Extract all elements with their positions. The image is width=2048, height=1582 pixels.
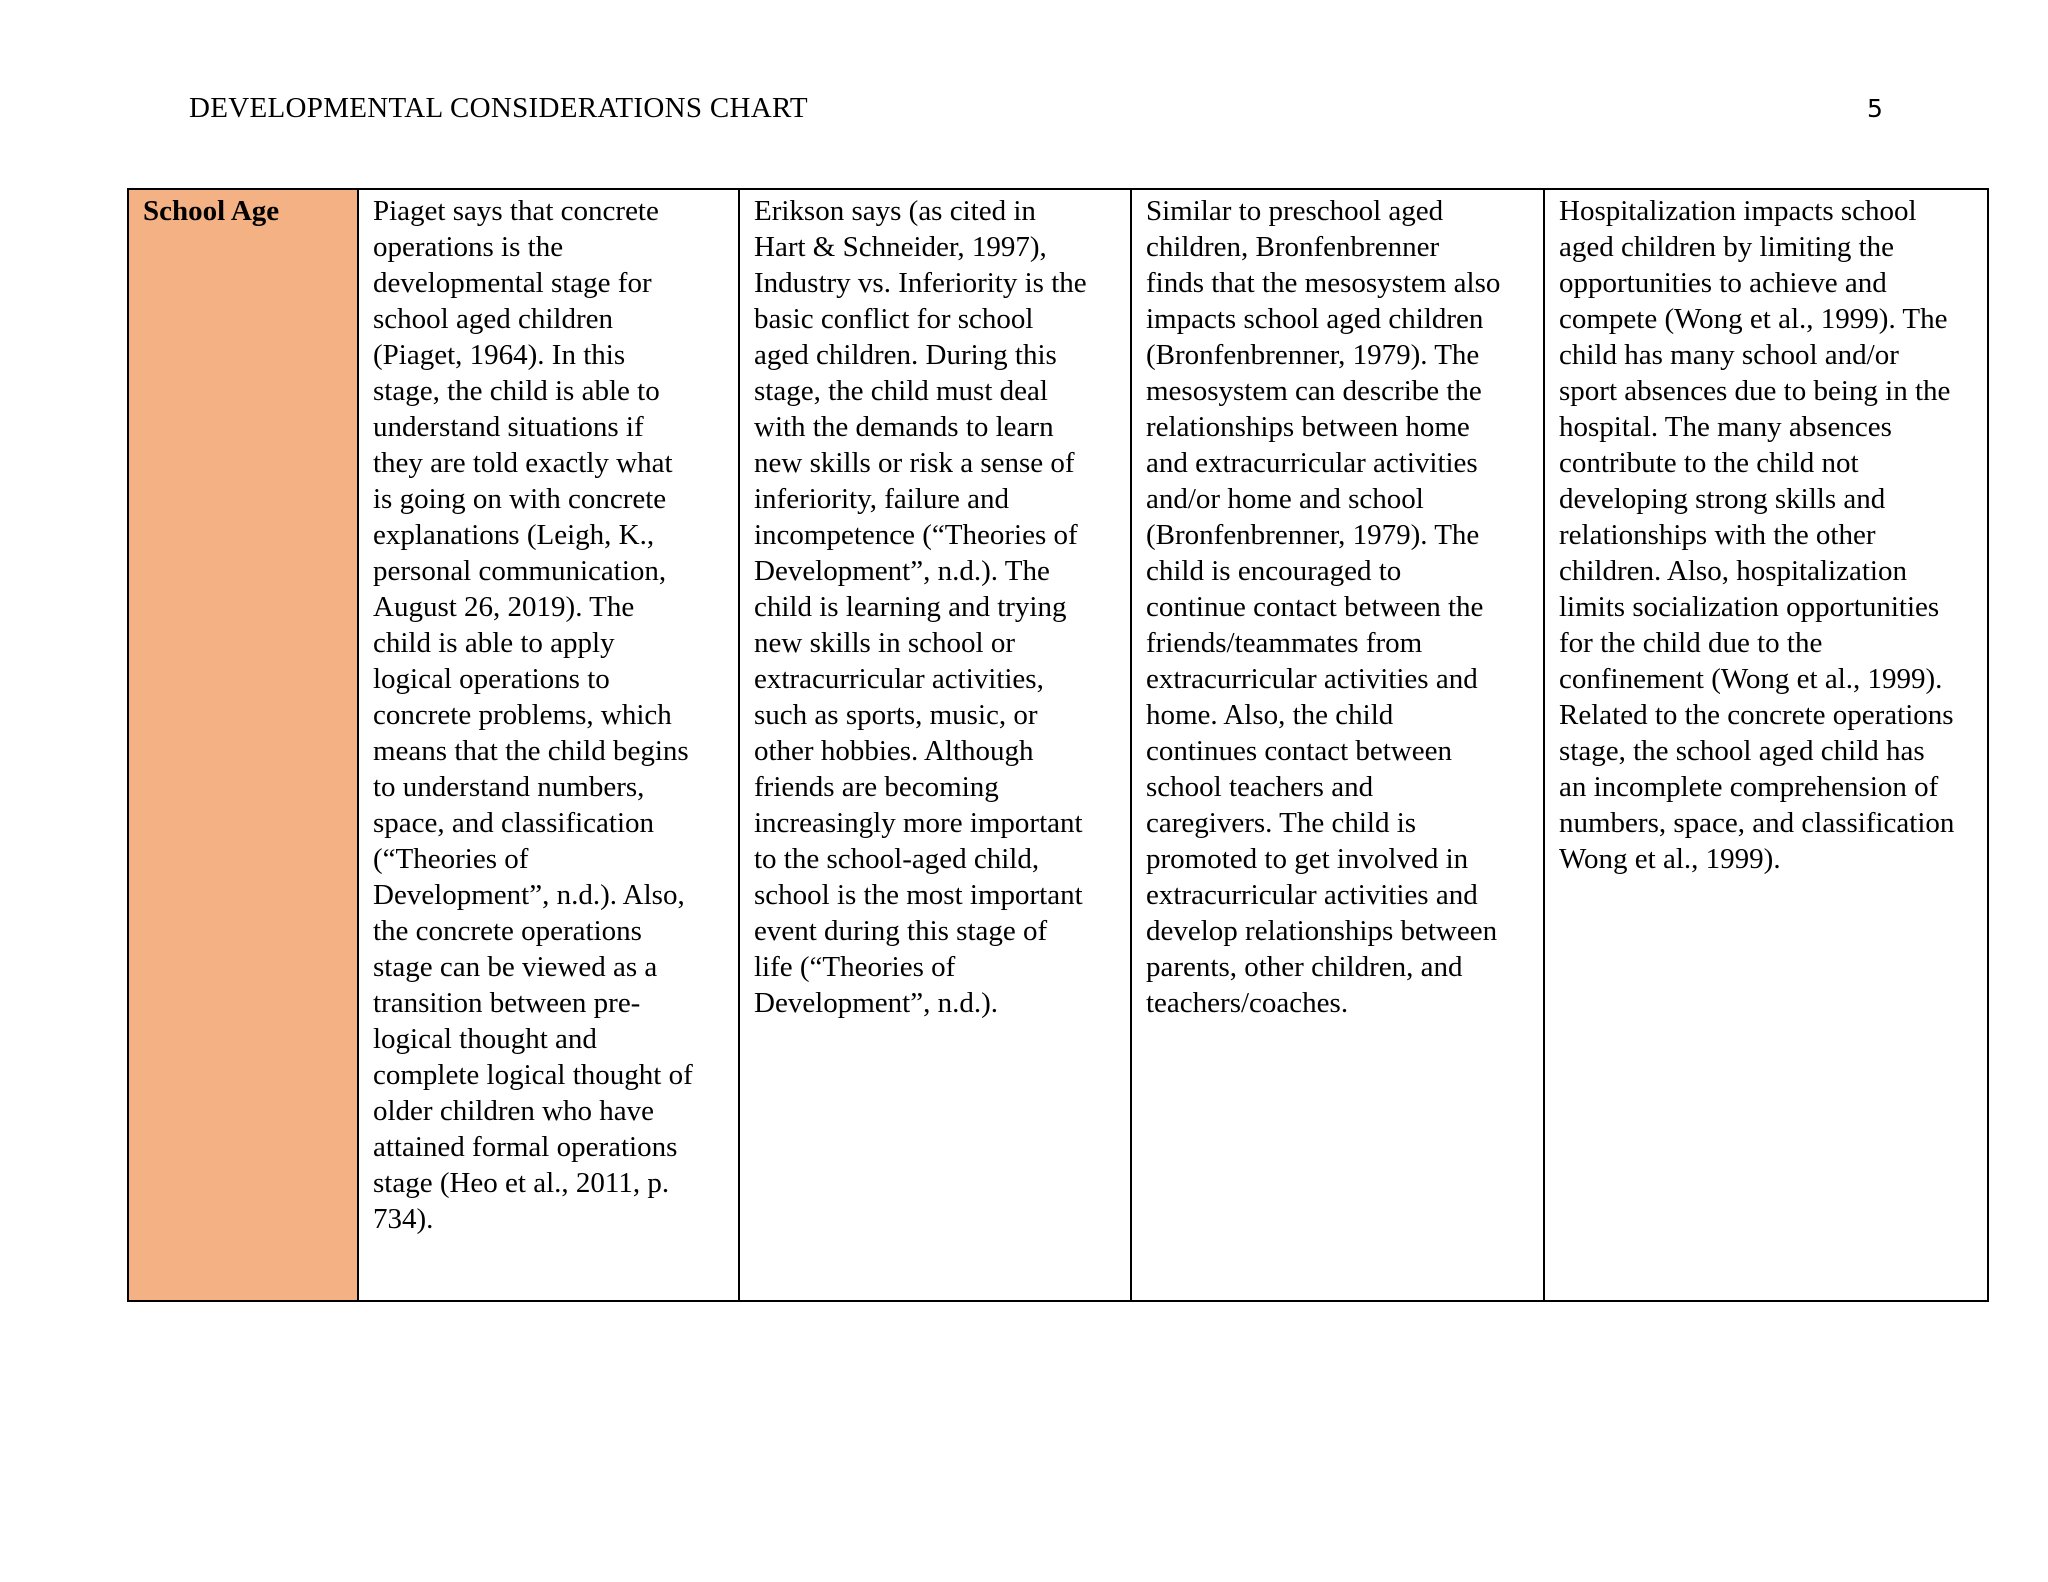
stage-label-cell: School Age <box>128 189 358 1301</box>
cell-text-line: means that the child begins <box>373 735 689 767</box>
cell-text-line: logical thought and <box>373 1023 597 1055</box>
cell-text-line: continues contact between <box>1146 735 1452 767</box>
cell-text-line: extracurricular activities and <box>1146 879 1478 911</box>
cell-text-line: Industry vs. Inferiority is the <box>754 267 1087 299</box>
cell-text-line: they are told exactly what <box>373 447 673 479</box>
cell-text-line: friends/teammates from <box>1146 627 1423 659</box>
cell-text-line: child is learning and trying <box>754 591 1067 623</box>
cell-text-line: (Bronfenbrenner, 1979). The <box>1146 519 1480 551</box>
cell-text-line: logical operations to <box>373 663 610 695</box>
cell-text-line: Development”, n.d.). Also, <box>373 879 685 911</box>
cell-text-line: to understand numbers, <box>373 771 645 803</box>
cell-text-line: mesosystem can describe the <box>1146 375 1482 407</box>
cell-text-line: new skills in school or <box>754 627 1015 659</box>
cell-text-line: 734). <box>373 1203 434 1235</box>
cell-text-line: friends are becoming <box>754 771 999 803</box>
cell-text-line: finds that the mesosystem also <box>1146 267 1501 299</box>
cell-text-line: contribute to the child not <box>1559 447 1859 479</box>
cell-text-line: aged children by limiting the <box>1559 231 1895 263</box>
cell-text-line: Hart & Schneider, 1997), <box>754 231 1047 263</box>
cell-text-line: children. Also, hospitalization <box>1559 555 1907 587</box>
cell-text-line: stage, the child must deal <box>754 375 1048 407</box>
cell-text-line: complete logical thought of <box>373 1059 693 1091</box>
cell-text-line: child is encouraged to <box>1146 555 1402 587</box>
cell-text-line: attained formal operations <box>373 1131 678 1163</box>
cell-text-line: extracurricular activities, <box>754 663 1044 695</box>
developmental-considerations-table <box>127 188 1989 1302</box>
cell-text-line: numbers, space, and classification <box>1559 807 1955 839</box>
table-row-school-age <box>128 189 1988 1301</box>
cell-text-line: for the child due to the <box>1559 627 1823 659</box>
cell-text-line: child has many school and/or <box>1559 339 1899 371</box>
cell-text-line: basic conflict for school <box>754 303 1034 335</box>
cell-text-line: to the school-aged child, <box>754 843 1040 875</box>
cell-text-line: increasingly more important <box>754 807 1083 839</box>
cell-text-line: developmental stage for <box>373 267 652 299</box>
bronfenbrenner-cell <box>1131 189 1544 1301</box>
cell-text-line: concrete problems, which <box>373 699 672 731</box>
cell-text-line: inferiority, failure and <box>754 483 1009 515</box>
cell-text-line: (“Theories of <box>373 843 529 875</box>
cell-text-line: space, and classification <box>373 807 655 839</box>
cell-text-line: life (“Theories of <box>754 951 956 983</box>
cell-text-line: other hobbies. Although <box>754 735 1034 767</box>
cell-text-line: confinement (Wong et al., 1999). <box>1559 663 1943 695</box>
cell-text-line: older children who have <box>373 1095 655 1127</box>
cell-text-line: home. Also, the child <box>1146 699 1394 731</box>
cell-text-line: impacts school aged children <box>1146 303 1484 335</box>
cell-text-line: children, Bronfenbrenner <box>1146 231 1440 263</box>
cell-text-line: new skills or risk a sense of <box>754 447 1075 479</box>
cell-text-line: Piaget says that concrete <box>373 195 659 227</box>
hospitalization-cell <box>1544 189 1988 1301</box>
cell-text-line: Hospitalization impacts school <box>1559 195 1917 227</box>
cell-text-line: explanations (Leigh, K., <box>373 519 655 551</box>
cell-text-line: hospital. The many absences <box>1559 411 1892 443</box>
erikson-cell <box>739 189 1131 1301</box>
cell-text-line: is going on with concrete <box>373 483 667 515</box>
cell-text-line: develop relationships between <box>1146 915 1498 947</box>
cell-text-line: parents, other children, and <box>1146 951 1463 983</box>
cell-text-line: Erikson says (as cited in <box>754 195 1036 227</box>
cell-text-line: compete (Wong et al., 1999). The <box>1559 303 1948 335</box>
cell-text-line: (Piaget, 1964). In this <box>373 339 626 371</box>
cell-text-line: and extracurricular activities <box>1146 447 1478 479</box>
cell-text-line: personal communication, <box>373 555 667 587</box>
cell-text-line: Wong et al., 1999). <box>1559 843 1781 875</box>
cell-text-line: an incomplete comprehension of <box>1559 771 1939 803</box>
cell-text-line: and/or home and school <box>1146 483 1424 515</box>
cell-text-line: incompetence (“Theories of <box>754 519 1078 551</box>
cell-text-line: opportunities to achieve and <box>1559 267 1887 299</box>
cell-text-line: relationships between home <box>1146 411 1470 443</box>
cell-text-line: stage, the school aged child has <box>1559 735 1925 767</box>
page-number: 5 <box>1867 94 1883 123</box>
cell-text-line: stage, the child is able to <box>373 375 660 407</box>
cell-text-line: Development”, n.d.). The <box>754 555 1050 587</box>
cell-text-line: child is able to apply <box>373 627 615 659</box>
cell-text-line: Similar to preschool aged <box>1146 195 1444 227</box>
cell-text-line: with the demands to learn <box>754 411 1054 443</box>
running-head-title: DEVELOPMENTAL CONSIDERATIONS CHART <box>189 92 808 124</box>
cell-text-line: operations is the <box>373 231 564 263</box>
cell-text-line: aged children. During this <box>754 339 1057 371</box>
cell-text-line: school is the most important <box>754 879 1083 911</box>
cell-text-line: sport absences due to being in the <box>1559 375 1951 407</box>
cell-text-line: event during this stage of <box>754 915 1048 947</box>
cell-text-line: limits socialization opportunities <box>1559 591 1940 623</box>
cell-text-line: continue contact between the <box>1146 591 1484 623</box>
cell-text-line: Related to the concrete operations <box>1559 699 1954 731</box>
cell-text-line: such as sports, music, or <box>754 699 1038 731</box>
cell-text-line: caregivers. The child is <box>1146 807 1417 839</box>
cell-text-line: (Bronfenbrenner, 1979). The <box>1146 339 1480 371</box>
cell-text-line: promoted to get involved in <box>1146 843 1469 875</box>
cell-text-line: August 26, 2019). The <box>373 591 635 623</box>
cell-text-line: teachers/coaches. <box>1146 987 1349 1019</box>
cell-text-line: school aged children <box>373 303 613 335</box>
cell-text-line: school teachers and <box>1146 771 1374 803</box>
cell-text-line: Development”, n.d.). <box>754 987 999 1019</box>
cell-text-line: transition between pre- <box>373 987 641 1019</box>
cell-text-line: stage (Heo et al., 2011, p. <box>373 1167 670 1199</box>
cell-text-line: understand situations if <box>373 411 644 443</box>
cell-text-line: the concrete operations <box>373 915 642 947</box>
cell-text-line: developing strong skills and <box>1559 483 1886 515</box>
cell-text-line: relationships with the other <box>1559 519 1876 551</box>
cell-text-line: stage can be viewed as a <box>373 951 658 983</box>
cell-text-line: extracurricular activities and <box>1146 663 1478 695</box>
piaget-cell <box>358 189 739 1301</box>
